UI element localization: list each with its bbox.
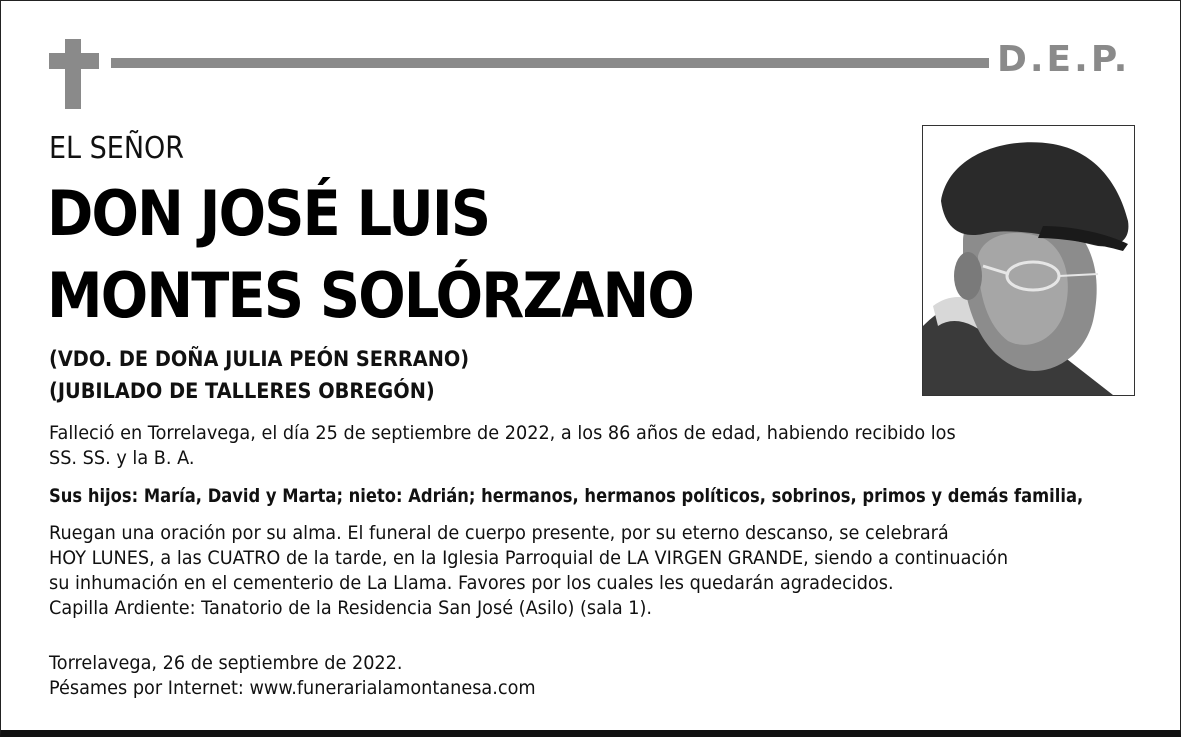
widower-note: (VDO. DE DOÑA JULIA PEÓN SERRANO): [49, 347, 470, 371]
place-date: Torrelavega, 26 de septiembre de 2022.: [49, 652, 403, 674]
death-details-cont: SS. SS. y la B. A.: [49, 447, 195, 469]
portrait-photo: [922, 125, 1135, 396]
family-list: Sus hijos: María, David y Marta; nieto: Adrián; hermanos, hermanos políticos, sobrinos, primos y demás familia,: [49, 485, 1084, 507]
deceased-name-line1: DON JOSÉ LUIS: [47, 177, 490, 250]
cross-icon-bar: [49, 53, 99, 69]
deceased-name-line2: MONTES SOLÓRZANO: [47, 259, 694, 332]
cross-icon: [65, 39, 81, 109]
portrait-image: [923, 126, 1134, 395]
death-details: Falleció en Torrelavega, el día 25 de septiembre de 2022, a los 86 años de edad, habiendo recibido los: [49, 422, 956, 444]
chapel-info: Capilla Ardiente: Tanatorio de la Residencia San José (Asilo) (sala 1).: [49, 597, 653, 619]
funeral-info-line3: su inhumación en el cementerio de La Llama. Favores por los cuales les quedarán agradecidos.: [49, 572, 894, 594]
funeral-info-line2: HOY LUNES, a las CUATRO de la tarde, en la Iglesia Parroquial de LA VIRGEN GRANDE, siendo a continuación: [49, 547, 1009, 569]
condolences-link: Pésames por Internet: www.funerarialamontanesa.com: [49, 677, 536, 699]
funeral-info-line1: Ruegan una oración por su alma. El funeral de cuerpo presente, por su eterno descanso, se celebrará: [49, 522, 949, 544]
occupation-note: (JUBILADO DE TALLERES OBREGÓN): [49, 379, 435, 403]
header-rule: [111, 58, 989, 68]
honorific: EL SEÑOR: [49, 131, 185, 166]
dep-label: D.E.P.: [997, 39, 1131, 80]
